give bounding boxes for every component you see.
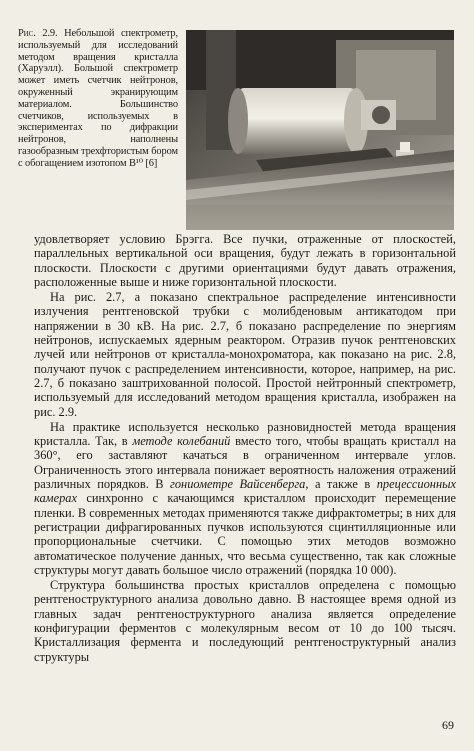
page-number: 69 [442, 718, 454, 732]
paragraph [34, 420, 456, 577]
text-run: удовлетворяет условию Брэгга. Все пучки, отраженные от плоскостей, параллельных вертикальной оси вращения, будут лежать в горизонтальной плоскости. Плоскости с другими ориентациями будут давать отражения, расположенные выше и ниже горизонтальной плоскости. [34, 232, 456, 289]
paragraph [34, 290, 456, 419]
paragraph [34, 578, 456, 664]
figure-caption [18, 28, 178, 170]
figure-caption-text: Небольшой спектрометр, используемый для исследований методом вращения кристалла (Харуэлл). Большой спектрометр может иметь счетчик нейтронов, окруженный экранирующим материалом. Большинство счетчиков, используемых в экспериментах по дифракции нейтронов, наполнены газообразным трехфтористым бором с обогащением изотопом B¹⁰ [6] [18, 28, 179, 169]
text-run: , а также в [305, 477, 377, 492]
text-run: синхронно с качающимся кристаллом происходит перемещение пленки. В современных методах применяются также дифрактометры; в них для регистрации дифрагированных пучков используются сцинтилляционные или пропорциональные счетчики. С помощью этих методов возможно автоматическое получение данных, что весьма существенно, так как сложные структуры могут давать большое число отражений (порядка 10 000). [34, 491, 456, 577]
spectrometer-photo-image [186, 30, 454, 230]
italic-term: гониометре Вайсенберга [170, 477, 306, 492]
text-run: вместо того, чтобы вращать кристалл на 360°, его заставляют качаться в ограниченном интервале углов. Ограниченность этого интервала понижает вероятность наложения отражений различных порядков. В [34, 434, 456, 492]
figure-caption-lead: Рис. 2.9. [18, 28, 58, 39]
italic-term: прецессионных камерах [34, 477, 456, 506]
text-run: На рис. 2.7, а показано спектральное распределение интенсивности излучения рентгеновской трубки с молибденовым антикатодом при напряжении в 30 кВ. На рис. 2.7, б показано распределение по энергиям нейтронов, испускаемых ядерным реактором. Отразив пучок рентгеновских лучей или нейтронов от кристалла-монохроматора, как показано на рис. 2.8, получают пучок с распределением интенсивности, которое, например, на рис. 2.7, б показано заштрихованной полосой. Простой нейтронный спектрометр, используемый для исследований методом вращения кристалла, изображен на рис. 2.9. [34, 290, 456, 419]
text-run: На практике используется несколько разновидностей метода вращения кристалла. Так, в [34, 419, 456, 449]
paragraph [34, 232, 456, 289]
text-run: Структура большинства простых кристаллов определена с помощью рентгеноструктурного анализа довольно давно. В настоящее время одной из главных задач рентгеноструктурного анализа является определение конфигурации ферментов с молекулярным весом от 10 до 100 тысяч. Кристаллизация фермента и последующий рентгеноструктурный анализ структуры [34, 578, 456, 664]
spectrometer-photo [186, 30, 454, 230]
italic-term: методе колебаний [132, 434, 231, 449]
body-text [34, 232, 456, 664]
